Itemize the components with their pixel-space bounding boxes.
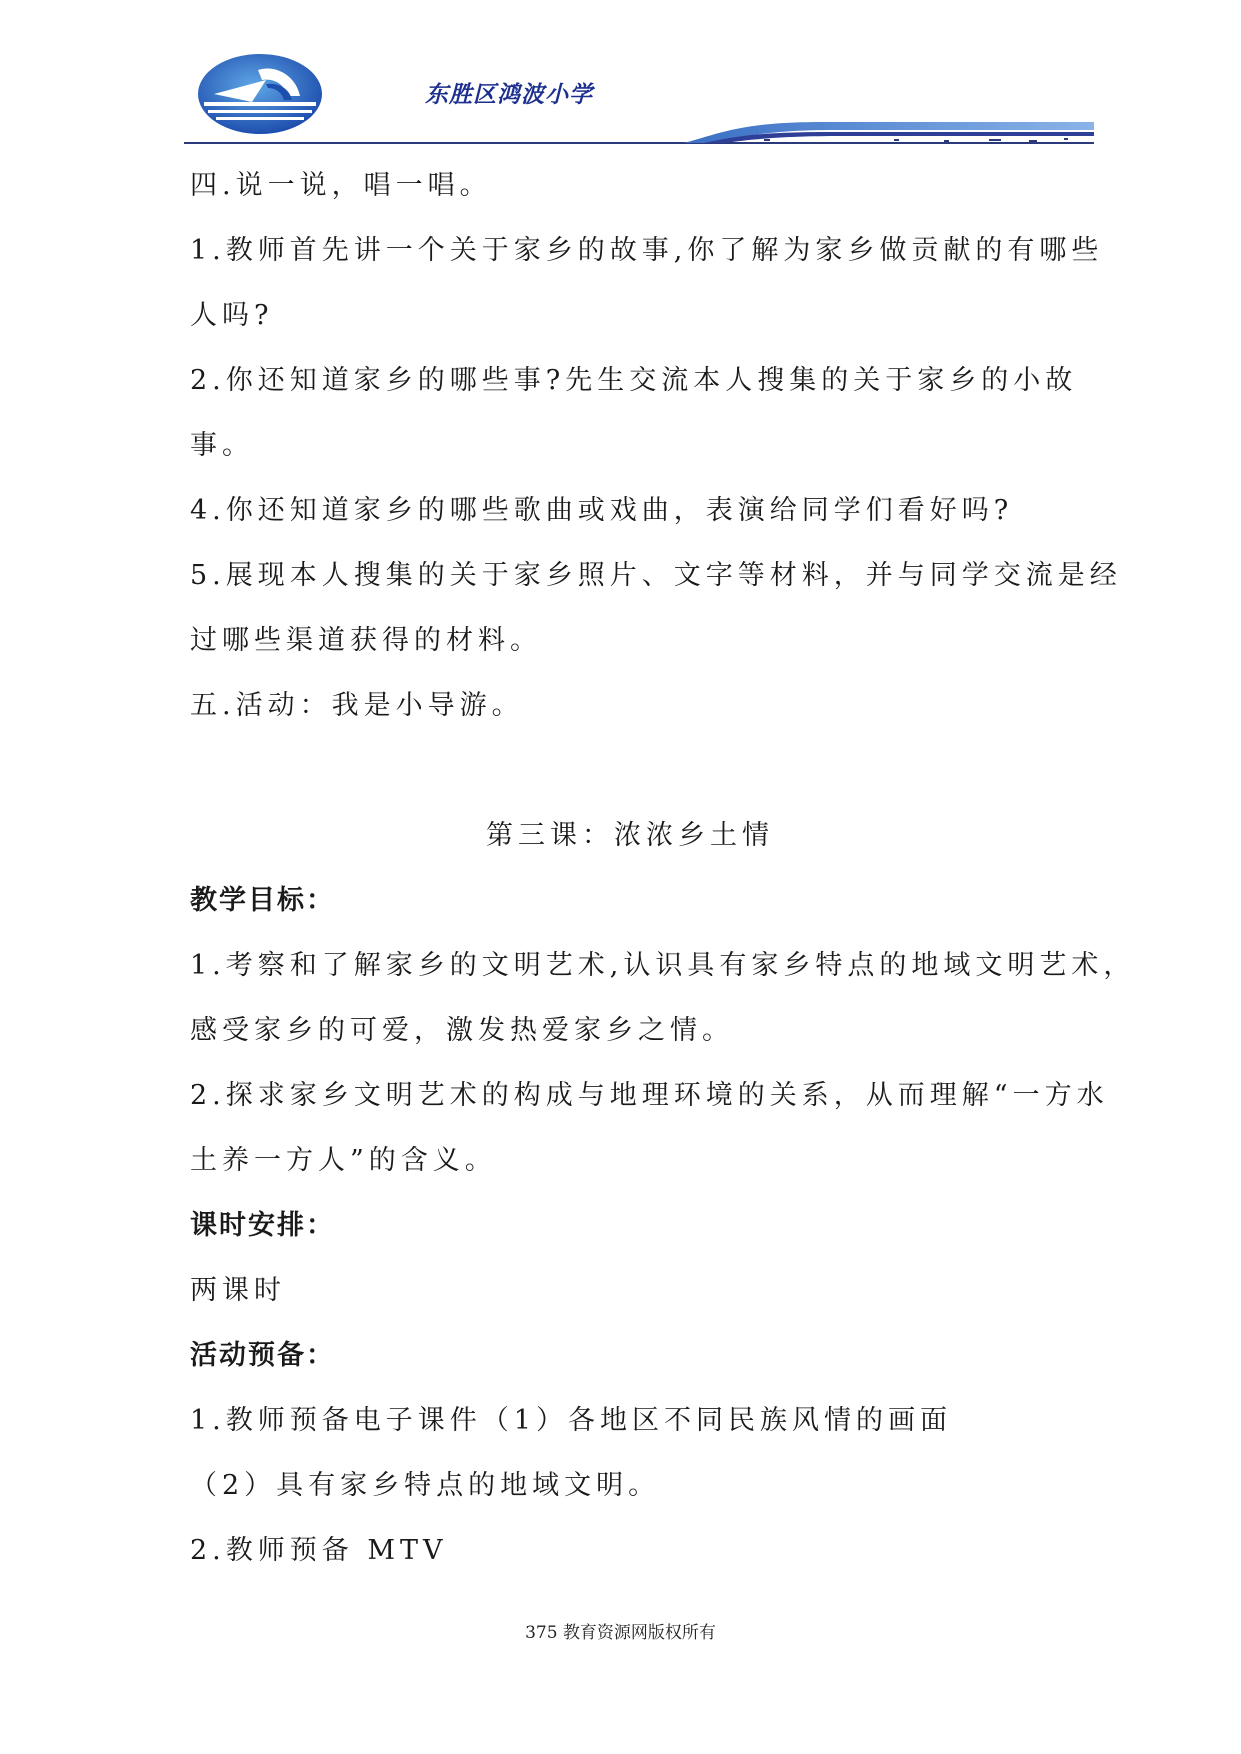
schedule-heading: 课时安排：: [190, 1210, 335, 1241]
paragraph: 1.教师首先讲一个关于家乡的故事,你了解为家乡做贡献的有哪些: [190, 235, 1104, 266]
paragraph: 2.你还知道家乡的哪些事?先生交流本人搜集的关于家乡的小故: [190, 365, 1078, 396]
section-heading: 五.活动：我是小导游。: [190, 690, 524, 721]
section-heading: 四.说一说，唱一唱。: [190, 170, 492, 201]
page-footer: 375 教育资源网版权所有: [525, 1623, 716, 1643]
paragraph: 事。: [190, 430, 254, 461]
header-rule: [184, 118, 1094, 150]
goals-heading: 教学目标：: [190, 885, 335, 916]
paragraph: 2.探求家乡文明艺术的构成与地理环境的关系，从而理解“一方水: [190, 1080, 1109, 1111]
paragraph: 4.你还知道家乡的哪些歌曲或戏曲，表演给同学们看好吗?: [190, 495, 1014, 526]
document-body: [190, 153, 1136, 1583]
paragraph: 1.教师预备电子课件（1）各地区不同民族风情的画面: [190, 1405, 952, 1436]
prep-heading: 活动预备：: [190, 1340, 335, 1371]
paragraph: 1.考察和了解家乡的文明艺术,认识具有家乡特点的地域文明艺术，: [190, 950, 1136, 981]
paragraph: 2.教师预备 MTV: [190, 1535, 448, 1566]
paragraph: 两课时: [190, 1275, 286, 1306]
paragraph: 土养一方人”的含义。: [190, 1145, 497, 1176]
paragraph: 5.展现本人搜集的关于家乡照片、文字等材料，并与同学交流是经: [190, 560, 1122, 591]
paragraph: 过哪些渠道获得的材料。: [190, 625, 542, 656]
paragraph: 感受家乡的可爱，激发热爱家乡之情。: [190, 1015, 734, 1046]
spacer: [190, 738, 1070, 803]
page-header: [0, 0, 1241, 160]
lesson-title: 第三课：浓浓乡土情: [486, 820, 774, 851]
school-name: 东胜区鸿波小学: [425, 82, 593, 108]
paragraph: 人吗?: [190, 300, 274, 331]
paragraph: （2）具有家乡特点的地域文明。: [190, 1470, 661, 1501]
